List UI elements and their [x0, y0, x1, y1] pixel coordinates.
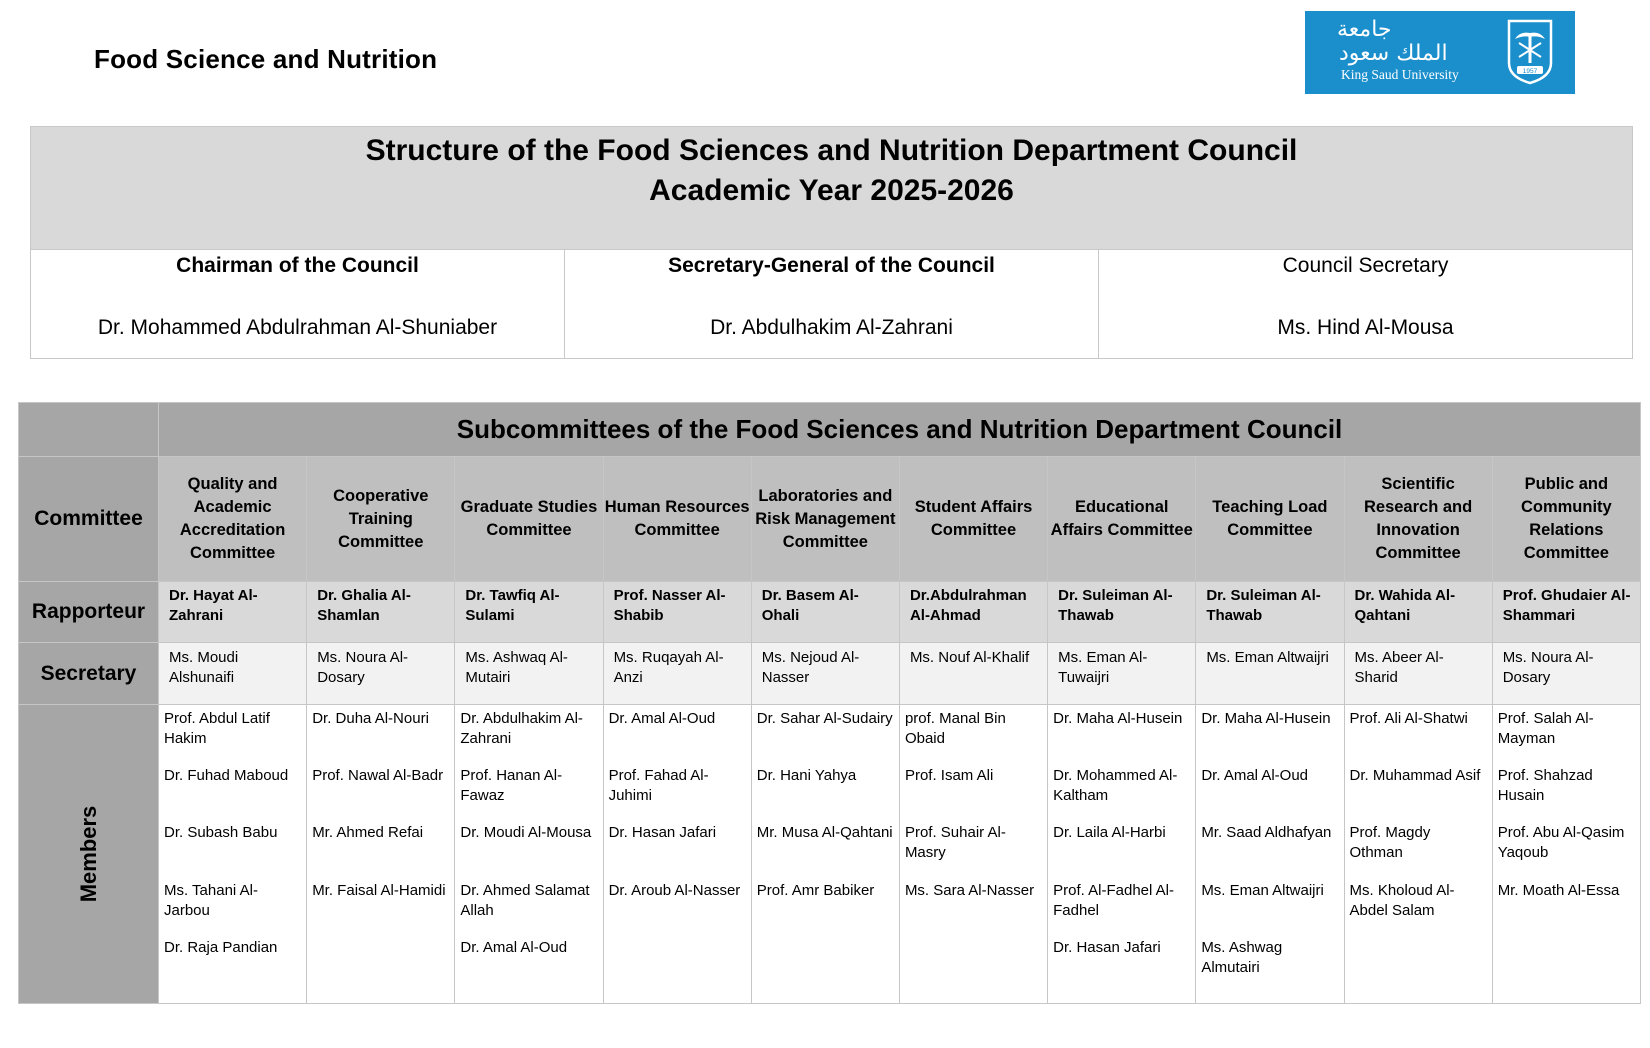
member-name: Dr. Amal Al-Oud [608, 710, 716, 727]
member-name: Dr. Hani Yahya [756, 767, 857, 784]
role-title: Secretary-General of the Council [668, 254, 995, 277]
member-name: Prof. Abdul Latif Hakim [164, 710, 270, 747]
member-name: Dr. Ahmed Salamat Allah [460, 882, 590, 919]
committee-name: Educational Affairs Committee [1048, 457, 1196, 582]
member-name: Dr. Maha Al-Husein [1201, 710, 1331, 727]
member-name: Prof. Ali Al-Shatwi [1349, 710, 1468, 727]
member-name: Dr. Mohammed Al-Kaltham [1053, 767, 1178, 804]
committee-members [1196, 705, 1344, 1004]
committee-name: Teaching Load Committee [1196, 457, 1344, 582]
row-label-rapporteur: Rapporteur [19, 582, 159, 643]
member-name: Dr. Sahar Al-Sudairy [756, 710, 893, 727]
logo-year: 1957 [1522, 68, 1538, 75]
member-name: Dr. Subash Babu [164, 824, 278, 841]
university-logo [1305, 11, 1575, 94]
committee-members [751, 705, 899, 1004]
committee-members [307, 705, 455, 1004]
committee-secretary: Ms. Noura Al-Dosary [307, 643, 455, 705]
committee-secretary: Ms. Noura Al-Dosary [1492, 643, 1640, 705]
row-label-committee: Committee [19, 457, 159, 582]
committee-rapporteur: Prof. Ghudaier Al-Shammari [1492, 582, 1640, 643]
member-name: Ms. Tahani Al-Jarbou [164, 882, 258, 919]
committee-members [1048, 705, 1196, 1004]
committee-secretary: Ms. Ashwaq Al-Mutairi [455, 643, 603, 705]
committee-secretary: Ms. Eman Altwaijri [1196, 643, 1344, 705]
committee-rapporteur: Prof. Nasser Al-Shabib [603, 582, 751, 643]
subcommittees-table [18, 402, 1641, 1004]
committee-name: Human Resources Committee [603, 457, 751, 582]
member-name: Dr. Raja Pandian [164, 939, 278, 956]
member-name: Mr. Ahmed Refai [312, 824, 424, 841]
member-name: Ms. Kholoud Al-Abdel Salam [1349, 882, 1455, 919]
member-name: Ms. Sara Al-Nasser [904, 882, 1035, 899]
subcommittees-title: Subcommittees of the Food Sciences and Nutrition Department Council [159, 403, 1641, 457]
member-name: Dr. Muhammad Asif [1349, 767, 1481, 784]
committee-secretary: Ms. Abeer Al-Sharid [1344, 643, 1492, 705]
member-name: Prof. Salah Al-Mayman [1497, 710, 1594, 747]
member-name: Dr. Amal Al-Oud [460, 939, 568, 956]
committee-rapporteur: Dr. Suleiman Al-Thawab [1196, 582, 1344, 643]
member-name: Dr. Abdulhakim Al-Zahrani [460, 710, 583, 747]
member-name: Dr. Hasan Jafari [608, 824, 717, 841]
member-name: Ms. Ashwag Almutairi [1201, 939, 1283, 976]
row-label-secretary: Secretary [19, 643, 159, 705]
committee-name: Cooperative Training Committee [307, 457, 455, 582]
committee-secretary: Ms. Ruqayah Al-Anzi [603, 643, 751, 705]
member-name: Prof. Isam Ali [904, 767, 994, 784]
member-name: Mr. Saad Aldhafyan [1201, 824, 1332, 841]
role-name: Ms. Hind Al-Mousa [1277, 316, 1454, 339]
member-name: Ms. Eman Altwaijri [1201, 882, 1324, 899]
committee-secretary: Ms. Moudi Alshunaifi [159, 643, 307, 705]
member-name: Dr. Laila Al-Harbi [1053, 824, 1166, 841]
member-name: Prof. Fahad Al-Juhimi [608, 767, 709, 804]
page-title: Food Science and Nutrition [94, 44, 438, 74]
committee-rapporteur: Dr. Ghalia Al-Shamlan [307, 582, 455, 643]
committee-members [455, 705, 603, 1004]
row-label-members [19, 705, 159, 1004]
member-name: Dr. Moudi Al-Mousa [460, 824, 592, 841]
logo-arabic-line2: الملك سعود [1339, 41, 1448, 66]
committee-rapporteur: Dr. Basem Al-Ohali [751, 582, 899, 643]
member-name: Mr. Faisal Al-Hamidi [312, 882, 446, 899]
member-name: Dr. Fuhad Maboud [164, 767, 289, 784]
committee-secretary: Ms. Eman Al-Tuwaijri [1048, 643, 1196, 705]
committee-name: Scientific Research and Innovation Committee [1344, 457, 1492, 582]
member-name: Dr. Maha Al-Husein [1053, 710, 1183, 727]
committee-rapporteur: Dr. Hayat Al-Zahrani [159, 582, 307, 643]
logo-arabic-line1: جامعة [1337, 17, 1392, 42]
member-name: Prof. Suhair Al-Masry [904, 824, 1006, 861]
role-name: Dr. Mohammed Abdulrahman Al-Shuniaber [97, 316, 498, 339]
committee-rapporteur: Dr.Abdulrahman Al-Ahmad [899, 582, 1047, 643]
council-title: Structure of the Food Sciences and Nutrition Department Council [365, 134, 1298, 167]
academic-year: Academic Year 2025-2026 [649, 174, 1014, 207]
role-title: Chairman of the Council [176, 254, 419, 277]
university-seal-icon [1505, 19, 1555, 85]
council-role-secretary-general [565, 250, 1099, 359]
committee-members [159, 705, 307, 1004]
member-name: prof. Manal Bin Obaid [904, 710, 1006, 747]
council-role-secretary [1099, 250, 1633, 359]
members-label-text: Members [75, 805, 101, 903]
role-title: Council Secretary [1282, 254, 1449, 277]
member-name: Prof. Abu Al-Qasim Yaqoub [1497, 824, 1625, 861]
member-name: Prof. Al-Fadhel Al-Fadhel [1053, 882, 1175, 919]
committee-members [1344, 705, 1492, 1004]
member-name: Prof. Shahzad Husain [1497, 767, 1593, 804]
committee-secretary: Ms. Nejoud Al-Nasser [751, 643, 899, 705]
committee-members [1492, 705, 1640, 1004]
committee-members [899, 705, 1047, 1004]
committee-rapporteur: Dr. Wahida Al-Qahtani [1344, 582, 1492, 643]
table-corner [19, 403, 159, 457]
committee-name: Graduate Studies Committee [455, 457, 603, 582]
committee-name: Quality and Academic Accreditation Committee [159, 457, 307, 582]
committee-rapporteur: Dr. Suleiman Al-Thawab [1048, 582, 1196, 643]
member-name: Dr. Aroub Al-Nasser [608, 882, 741, 899]
committee-secretary: Ms. Nouf Al-Khalif [899, 643, 1047, 705]
member-name: Prof. Nawal Al-Badr [312, 767, 444, 784]
member-name: Mr. Moath Al-Essa [1497, 882, 1620, 899]
logo-english-name: King Saud University [1341, 67, 1459, 82]
member-name: Prof. Hanan Al-Fawaz [460, 767, 563, 804]
member-name: Prof. Amr Babiker [756, 882, 875, 899]
member-name: Dr. Amal Al-Oud [1201, 767, 1309, 784]
member-name: Prof. Magdy Othman [1349, 824, 1431, 861]
council-structure-table [30, 126, 1633, 359]
committee-members [603, 705, 751, 1004]
council-banner [31, 127, 1633, 250]
committee-name: Laboratories and Risk Management Committee [751, 457, 899, 582]
role-name: Dr. Abdulhakim Al-Zahrani [710, 316, 953, 339]
member-name: Mr. Musa Al-Qahtani [756, 824, 893, 841]
committee-rapporteur: Dr. Tawfiq Al-Sulami [455, 582, 603, 643]
committee-name: Student Affairs Committee [899, 457, 1047, 582]
member-name: Dr. Hasan Jafari [1053, 939, 1161, 956]
member-name: Dr. Duha Al-Nouri [312, 710, 429, 727]
council-role-chairman [31, 250, 565, 359]
committee-name: Public and Community Relations Committee [1492, 457, 1640, 582]
